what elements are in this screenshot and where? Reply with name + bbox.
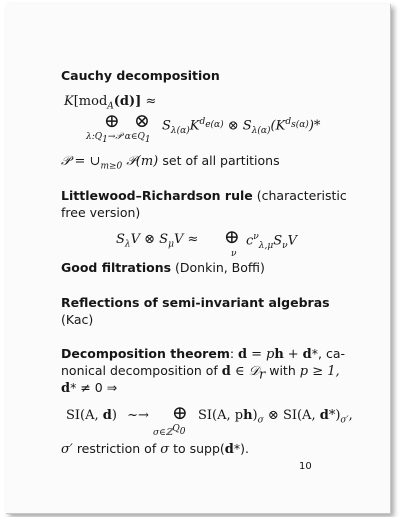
decomposition-line3: d* ≠ 0 ⇒ bbox=[61, 380, 118, 396]
si-oplus: ⊕ bbox=[172, 402, 188, 424]
otimes-symbol: ⊗ bbox=[134, 110, 150, 132]
sum-index: $\lambda:Q_1\to 𝒫$ $\alpha\in Q_1$ bbox=[86, 132, 151, 145]
lr-heading: Littlewood–Richardson rule (characteristic bbox=[61, 188, 347, 203]
reflections-note: (Kac) bbox=[61, 312, 94, 327]
oplus-symbol: ⊕ bbox=[104, 110, 120, 132]
reflections-heading: Reflections of semi-invariant algebras bbox=[61, 295, 330, 310]
slide bbox=[6, 4, 391, 514]
si-rhs: SI(A, $ph)_\sigma$ ⊗ SI(A, $d*)_{\sigma'}$, bbox=[198, 408, 353, 426]
good-filtrations: Good filtrations (Donkin, Boffi) bbox=[61, 260, 265, 275]
lr-oplus-index: ν bbox=[231, 249, 237, 259]
restriction-line: σ′ restriction of σ to supp(d*). bbox=[61, 441, 249, 457]
cauchy-heading: Cauchy decomposition bbox=[61, 68, 220, 83]
decomposition-line2: nonical decomposition of d ∈ 𝒟$_r$ with p ≥ 1, bbox=[61, 363, 340, 383]
decomposition-line1: Decomposition theorem: d = ph + d*, ca- bbox=[61, 346, 346, 362]
page-number: 10 bbox=[299, 461, 312, 472]
lr-rhs: $c^\nu_{\lambda,\mu}S_\nu V$ bbox=[246, 232, 297, 251]
lr-formula: $S_\lambda V$ ⊗ $S_\mu V$ ≈ bbox=[116, 232, 199, 250]
si-oplus-index: σ∈ℤ$^{Q_0}$ bbox=[153, 424, 186, 438]
lr-oplus: ⊕ bbox=[224, 226, 240, 248]
partitions-line: 𝒫 = $\cup_{m\ge 0}$ 𝒫(m) set of all partitions bbox=[61, 153, 280, 172]
cauchy-lhs: K[mod$_A$(d)] ≈ bbox=[64, 94, 157, 112]
si-lhs: SI(A, d) ~→ bbox=[66, 408, 149, 423]
cauchy-terms: $S_{\lambda(\alpha)}K^{d_{e(\alpha)}}$ ⊗ $S_{\lambda(\alpha)}(K^{d_{s(\alpha)}})*$ bbox=[162, 117, 321, 136]
lr-heading-line2: free version) bbox=[61, 205, 141, 220]
